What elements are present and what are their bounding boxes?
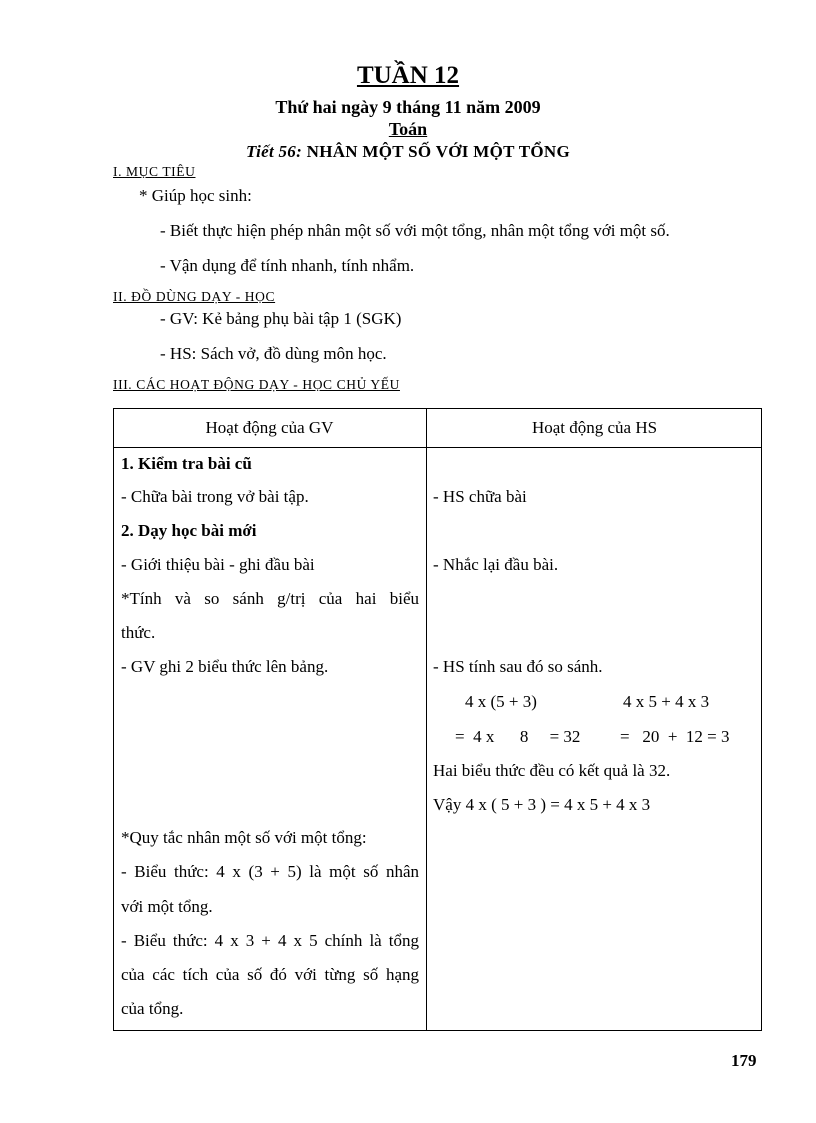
hs-line: - HS tính sau đó so sánh. [433, 657, 603, 676]
hs-line: Hai biểu thức đều có kết quả là 32. [433, 761, 671, 780]
gv-line-text: - Biểu thức: 4 x 3 + 4 x 5 chính là tổng [121, 931, 419, 950]
gv-heading-review: 1. Kiểm tra bài cũ [121, 454, 252, 473]
gv-line: thức. [121, 623, 156, 642]
gv-line [121, 965, 419, 985]
gv-line: với một tổng. [121, 897, 213, 916]
hs-calculation-a: = 4 x 8 = 32 [455, 727, 581, 746]
week-title: TUẦN 12 [356, 62, 460, 89]
section-activities-title: III. CÁC HOẠT ĐỘNG DẠY - HỌC CHỦ YẾU [113, 377, 400, 392]
gv-line: - Giới thiệu bài - ghi đầu bài [121, 555, 315, 574]
header-student-activity: Hoạt động của HS [531, 418, 658, 437]
gv-line [121, 862, 419, 882]
page-number: 179 [731, 1051, 757, 1070]
objective-item: - Vận dụng để tính nhanh, tính nhẩm. [160, 256, 415, 275]
table-column-divider [426, 408, 427, 1031]
lesson-name: NHÂN MỘT SỐ VỚI MỘT TỔNG [302, 142, 570, 161]
gv-line [121, 589, 419, 609]
lesson-title [0, 142, 816, 162]
material-item: - GV: Kẻ bảng phụ bài tập 1 (SGK) [160, 309, 402, 328]
gv-line: - Chữa bài trong vở bài tập. [121, 487, 309, 506]
hs-expression-b: 4 x 5 + 4 x 3 [623, 692, 710, 711]
hs-line: - Nhắc lại đầu bài. [433, 555, 559, 574]
lesson-number: Tiết 56: [246, 142, 303, 161]
gv-line-text: *Tính và so sánh g/trị của hai biểu [121, 589, 419, 608]
gv-line: của tổng. [121, 999, 184, 1018]
gv-line-text: của các tích của số đó với từng số hạng [121, 965, 419, 984]
objective-item: - Biết thực hiện phép nhân một số với một tổng, nhân một tổng với một số. [160, 221, 670, 240]
hs-calculation-b: = 20 + 12 = 3 [620, 727, 730, 746]
hs-conclusion: Vậy 4 x ( 5 + 3 ) = 4 x 5 + 4 x 3 [433, 795, 651, 814]
hs-expression-a: 4 x (5 + 3) [465, 692, 537, 711]
gv-line-text: - Biểu thức: 4 x (3 + 5) là một số nhân [121, 862, 419, 881]
lesson-date: Thứ hai ngày 9 tháng 11 năm 2009 [275, 97, 541, 117]
gv-rule-heading: *Quy tắc nhân một số với một tổng: [121, 828, 367, 847]
table-header-divider [113, 447, 762, 448]
gv-line [121, 931, 419, 951]
subject-title: Toán [388, 119, 428, 139]
material-item: - HS: Sách vở, đồ dùng môn học. [160, 344, 387, 363]
gv-heading-new-lesson: 2. Dạy học bài mới [121, 521, 257, 540]
header-teacher-activity: Hoạt động của GV [205, 418, 334, 437]
objectives-intro: * Giúp học sinh: [139, 186, 252, 205]
section-materials-title: II. ĐỒ DÙNG DẠY - HỌC [113, 289, 276, 304]
gv-line: - GV ghi 2 biểu thức lên bảng. [121, 657, 329, 676]
section-objectives-title: I. MỤC TIÊU [113, 164, 196, 179]
hs-line: - HS chữa bài [433, 487, 527, 506]
